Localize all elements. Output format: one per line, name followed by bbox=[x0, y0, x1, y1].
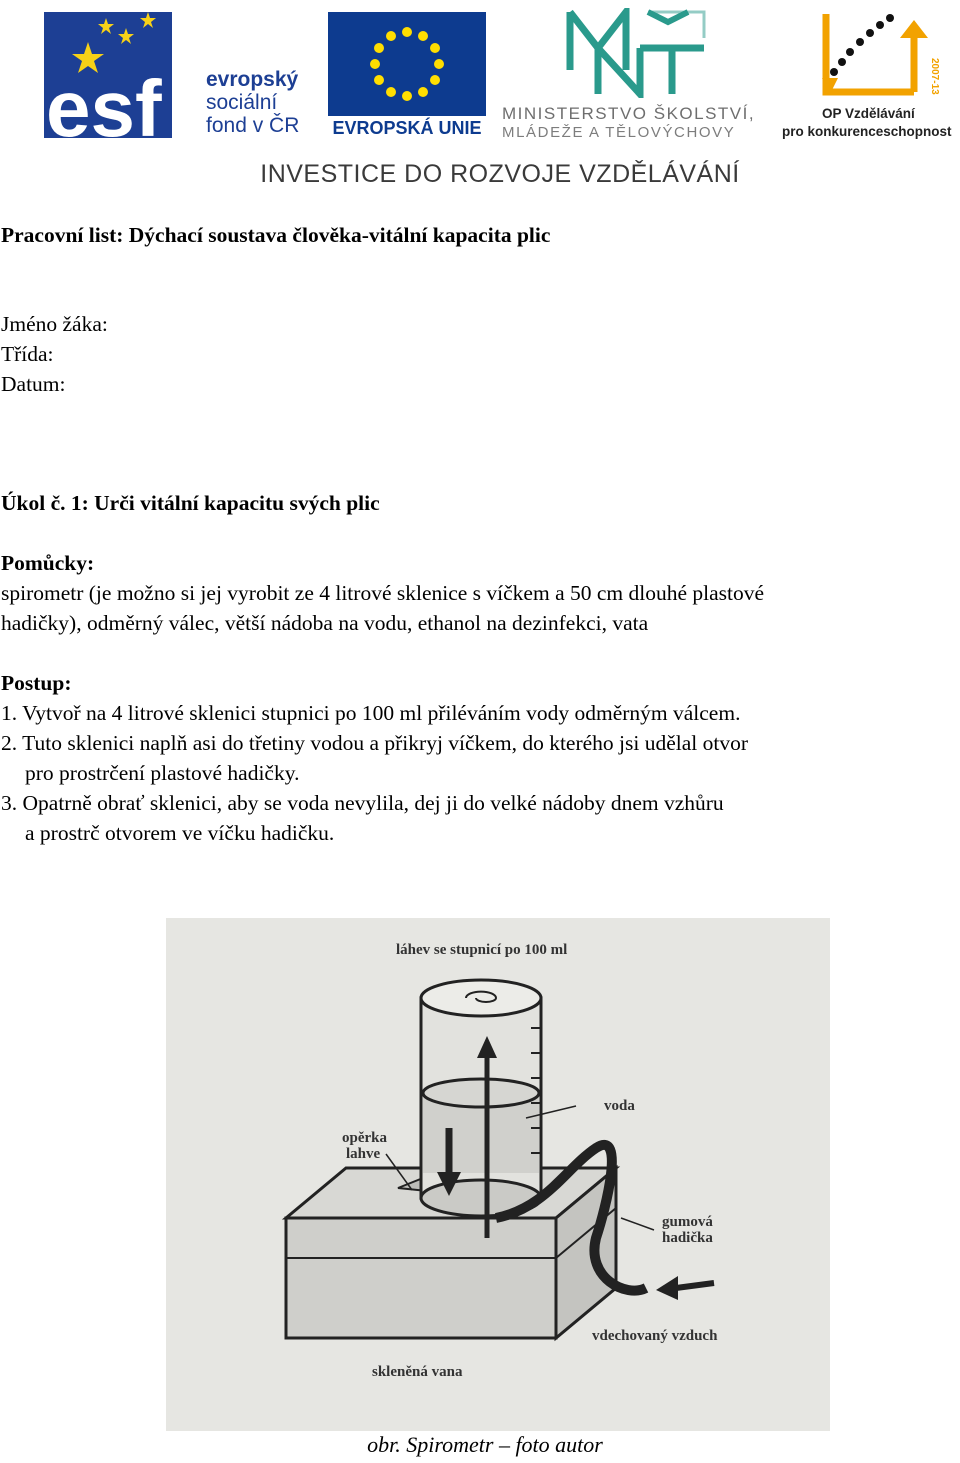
op-year: 2007-13 bbox=[929, 58, 940, 95]
spirometer-illustration bbox=[166, 918, 830, 1431]
op-arrow-icon bbox=[782, 6, 958, 102]
label-tube-1: gumová bbox=[662, 1214, 713, 1230]
label-tube-2: hadička bbox=[662, 1230, 713, 1246]
label-support-1: opěrka bbox=[342, 1130, 387, 1146]
label-tub: skleněná vana bbox=[372, 1364, 463, 1380]
msmt-logo bbox=[498, 8, 770, 142]
esf-line-2: sociální bbox=[206, 91, 278, 114]
msmt-line-2: MLÁDEŽE A TĚLOVÝCHOVY bbox=[502, 124, 736, 141]
field-name: Jméno žáka: bbox=[1, 312, 108, 336]
tools-heading: Pomůcky: bbox=[1, 551, 95, 575]
step-3-cont: a prostrč otvorem ve víčku hadičku. bbox=[25, 821, 335, 845]
step-2: 2. Tuto sklenici naplň asi do třetiny vodou a přikryj víčkem, do kterého jsi udělal otvor bbox=[1, 731, 749, 755]
esf-logo bbox=[44, 12, 312, 138]
label-support-2: lahve bbox=[346, 1146, 381, 1162]
procedure-heading: Postup: bbox=[1, 671, 72, 695]
spirometer-photo bbox=[166, 918, 830, 1431]
eu-logo-label: EVROPSKÁ UNIE bbox=[332, 118, 482, 138]
task-heading: Úkol č. 1: Urči vitální kapacitu svých plic bbox=[1, 491, 380, 515]
esf-logo-text bbox=[206, 68, 299, 137]
msmt-monogram-icon bbox=[498, 8, 770, 98]
msmt-line-1: MINISTERSTVO ŠKOLSTVÍ, bbox=[502, 104, 756, 123]
label-water: voda bbox=[604, 1098, 635, 1114]
op-line-1: OP Vzdělávání bbox=[822, 106, 915, 121]
eu-flag-icon bbox=[328, 12, 486, 116]
field-date: Datum: bbox=[1, 372, 66, 396]
step-1: 1. Vytvoř na 4 litrové sklenici stupnici po 100 ml přiléváním vody odměrným válcem. bbox=[1, 701, 741, 725]
investice-slogan: INVESTICE DO ROZVOJE VZDĚLÁVÁNÍ bbox=[260, 160, 740, 188]
label-air: vdechovaný vzduch bbox=[592, 1328, 718, 1344]
label-bottle: láhev se stupnicí po 100 ml bbox=[396, 942, 568, 958]
tools-line-2: hadičky), odměrný válec, větší nádoba na vodu, ethanol na dezinfekci, vata bbox=[1, 611, 649, 635]
op-line-2: pro konkurenceschopnost bbox=[782, 124, 952, 139]
figure-caption: obr. Spirometr – foto autor bbox=[367, 1432, 603, 1457]
tools-line-1: spirometr (je možno si jej vyrobit ze 4 litrové sklenice s víčkem a 50 cm dlouhé plastové bbox=[1, 581, 765, 605]
svg-text:esf: esf bbox=[46, 64, 162, 138]
field-class: Třída: bbox=[1, 342, 54, 366]
step-2-cont: pro prostrčení plastové hadičky. bbox=[25, 761, 300, 785]
op-logo bbox=[782, 6, 958, 144]
esf-line-3: fond v ČR bbox=[206, 114, 300, 137]
esf-line-1: evropský bbox=[206, 68, 299, 91]
eu-logo bbox=[328, 12, 486, 138]
step-3: 3. Opatrně obrať sklenici, aby se voda nevylila, dej ji do velké nádoby dnem vzhůru bbox=[1, 791, 724, 815]
page-title: Pracovní list: Dýchací soustava člověka-vitální kapacita plic bbox=[1, 223, 551, 247]
